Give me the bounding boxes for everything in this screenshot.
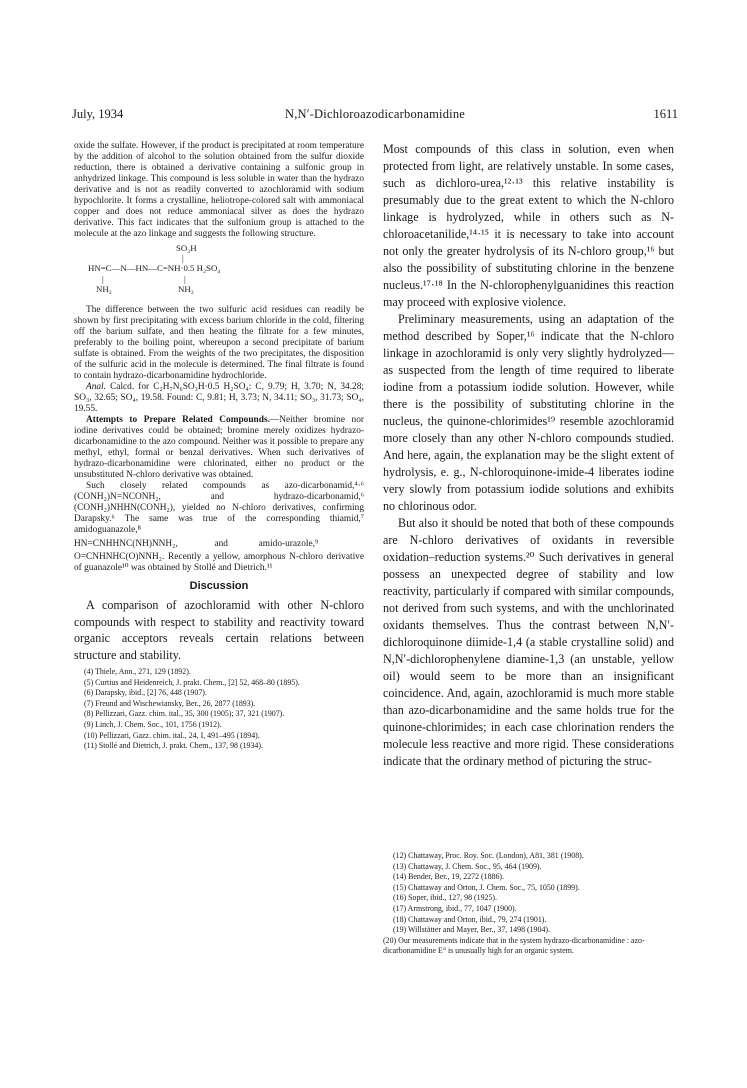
paragraph: Such closely related compounds as azo-dicarbonamid,⁴·⁶ (CONH₂)N=NCONH₂, and hydrazo-dicarbonamid,⁶ (CONH₂)NHHN(CONH₂), yielded no N-chloro derivatives, confirming Darapsky.⁶ The same was true of the corresponding thiamid,⁷ amidoguanazole,⁸ xyxy=(74,481,364,535)
paragraph: A comparison of azochloramid with other N-chloro compounds with respect to stability and reactivity toward organic acceptors reveals certain relations between structure and stability. xyxy=(74,598,364,662)
paragraph: But also it should be noted that both of these compounds are N-chloro derivatives of oxidants in reversible oxidation–reduction systems.²⁰ Such derivatives in general possess an unexpected degree of stability and low reactivity, particularly if compared with similar compounds, not derived from such systems, and with the unchlorinated oxidants themselves. Thus the contrast between N,N′-dichloroquinone diimide-1,4 (a stable crystalline solid) and N,N′-dichlorophenylene diamine-1,3 (an unstable, yellow oil) would seem to be more than an insignificant coincidence. And, again, azochloramid is much more stable than azo-dicarbonamidine and the same holds true for the quinone-chlorimides; in each case chlorination renders the molecule less reactive and more rigid. These considerations indicate that the ordinary method of picturing the struc- xyxy=(383,516,674,768)
formula-bond: | xyxy=(184,274,186,284)
formula-so3h: SO₃H xyxy=(176,243,197,253)
formula-main: HN=C—N—HN—C=NH·0.5 H₂SO₄ xyxy=(88,263,221,273)
footnote: (19) Willstätter and Mayer, Ber., 37, 1498 (1904). xyxy=(393,925,550,935)
structural-formula xyxy=(74,243,364,301)
footnote: (12) Chattaway, Proc. Roy. Soc. (London), A81, 381 (1908). xyxy=(393,851,584,860)
running-header xyxy=(72,107,678,123)
footnote: (14) Bender, Ber., 19, 2272 (1886). xyxy=(393,872,505,882)
formula-amidoguanazole: HN=CNHHNC(NH)NNH₂, xyxy=(74,539,178,549)
footnote: (5) Curtius and Heidenreich, J. prakt. Chem., [2] 52, 468–80 (1895). xyxy=(84,677,300,687)
paragraph xyxy=(74,552,364,574)
footnotes xyxy=(383,851,674,957)
paragraph: The difference between the two sulfuric acid residues can readily be shown by first precipitating with excess barium chloride in the cold, filtering off the barium sulfate, and then heating the filtrate for a few minutes, preferably to the boiling point, whereupon a second precipitate of barium sulfate is obtained. From the weights of the two precipitates, the disposition of the sulfuric acid in the molecule is determined. The final filtrate is found to contain hydrazo-dicarbonamidine hydrochloride. xyxy=(74,305,364,381)
anal-text: Calcd. for C₂H₇N₆SO₃H·0.5 H₂SO₄: C, 9.79; H, 3.70; N, 34.28; SO₃, 32.65; SO₄, 19.58. Found: C, 9.81; H, 3.73; N, 34.11; SO₃, 31.73; SO₄, 19.55. xyxy=(74,382,365,414)
footnote: (10) Pellizzari, Gazz. chim. ital., 24, I, 491–495 (1894). xyxy=(84,730,260,740)
formula-bond: | xyxy=(182,253,184,263)
formula-and: and xyxy=(214,539,228,549)
footnote: (8) Pellizzari, Gazz. chim. ital., 35, 300 (1905); 37, 321 (1907). xyxy=(84,709,285,719)
footnote: (15) Chattaway and Orton, J. Chem. Soc., 75, 1050 (1899). xyxy=(393,882,580,892)
formula-line xyxy=(74,539,364,550)
footnote: (18) Chattaway and Orton, ibid., 79, 274 (1901). xyxy=(393,914,547,924)
formula-amido-urazole: amido-urazole,⁹ xyxy=(258,539,319,549)
right-column xyxy=(383,141,674,770)
formula-urazole: O=CNHNHC(O)NNH₂. xyxy=(74,552,165,562)
footnote: (11) Stollé and Dietrich, J. prakt. Chem., 137, 98 (1934). xyxy=(84,741,263,751)
paragraph: Most compounds of this class in solution, even when protected from light, are relatively unstable. In some cases, such as dichloro-urea,¹²·¹³ this relative instability is presumably due to the great extent to which the N-chloro linkage is hydrolyzed, while in others such as N-chloroacetanilide,¹⁴·¹⁵ it is necessary to take into account not only the greater hydrolysis of its N-chloro group,¹⁶ but also the possibility of substituting chlorine in the benzene nucleus.¹⁷·¹⁸ In the N-chlorophenylguanidines this reaction may proceed with explosive violence. xyxy=(383,142,674,309)
page-number: 1611 xyxy=(653,107,678,121)
formula-bond: | xyxy=(102,274,104,284)
paragraph-text: Recently a yellow, amorphous N-chloro derivative of guanazole¹⁰ was obtained by Stollé and Dietrich.¹¹ xyxy=(74,552,364,573)
footnote: (9) Linch, J. Chem. Soc., 101, 1756 (1912). xyxy=(84,719,222,729)
footnote: (7) Freund and Wischewiansky, Ber., 26, 2877 (1893). xyxy=(84,698,256,708)
paragraph-text: —Neither bromine nor iodine derivatives could be obtained; bromine merely oxidizes hydrazo-dicarbonamidine to the azo compound. Neither was it possible to prepare any methyl, ethyl, formal or benzal derivatives. When such derivatives of hydrazo-dicarbonamidine were chlorinated, either no product or the unsubstituted N-chloro derivative was obtained. xyxy=(74,415,364,480)
paragraph: Preliminary measurements, using an adaptation of the method described by Soper,¹⁶ indicate that the N-chloro linkage in azochloramid is only very slightly hydrolyzed—as suspected from the length of time required to liberate iodine from a potassium iodide solution. However, while there is the possibility of substituting chlorine in the nucleus, the quinone-chlorimides¹⁹ resemble azochloramid more closely than any other N-chloro compounds studied. And here, again, the explanation may be the slight extent of hydrolysis, e. g., N-chloroquinone-imide-4 liberates iodine very slowly from potassium iodide solutions and exhibits no chlorinous odor. xyxy=(383,312,674,513)
header-date: July, 1934 xyxy=(72,107,124,121)
analysis-paragraph xyxy=(74,382,364,415)
paragraph: oxide the sulfate. However, if the product is precipitated at room temperature by the addition of alcohol to the solution obtained from the sulfur dioxide reduction, there is obtained a derivative containing a sulfonic group in anhydrized linkage. This compound is less soluble in water than the hydrazo derivative and is not as readily converted to azochloramid with sodium hypochlorite. It forms a crystalline, heliotrope-colored salt with ammoniacal copper and does not reduce ammoniacal silver as does the hydrazo derivative. This fact indicates that the sulfonium group is attached to the molecule at the azo linkage and suggests the following structure. xyxy=(74,141,364,239)
footnote: (13) Chattaway, J. Chem. Soc., 95, 464 (1909). xyxy=(393,861,542,871)
footnote: (6) Darapsky, ibid., [2] 76, 448 (1907). xyxy=(84,688,207,698)
section-heading: Discussion xyxy=(189,580,249,592)
anal-label: Anal. xyxy=(86,382,106,392)
paragraph xyxy=(74,415,364,481)
footnote: (17) Armstrong, ibid., 77, 1047 (1900). xyxy=(393,903,517,913)
formula-nh2: NH₂ xyxy=(96,284,112,294)
section-run-in-heading: Attempts to Prepare Related Compounds. xyxy=(86,415,270,425)
left-column xyxy=(74,141,364,752)
formula-nh2: NH₂ xyxy=(178,284,194,294)
footnotes xyxy=(74,667,364,752)
footnote: (20) Our measurements indicate that in the system hydrazo-dicarbonamidine : azo-dicarbonamidine E° is unusually high for an organic system. xyxy=(383,935,645,956)
footnote: (16) Soper, ibid., 127, 98 (1925). xyxy=(393,893,498,903)
footnote: (4) Thiele, Ann., 271, 129 (1892). xyxy=(84,667,191,676)
header-title: N,N′-Dichloroazodicarbonamidine xyxy=(284,107,466,121)
